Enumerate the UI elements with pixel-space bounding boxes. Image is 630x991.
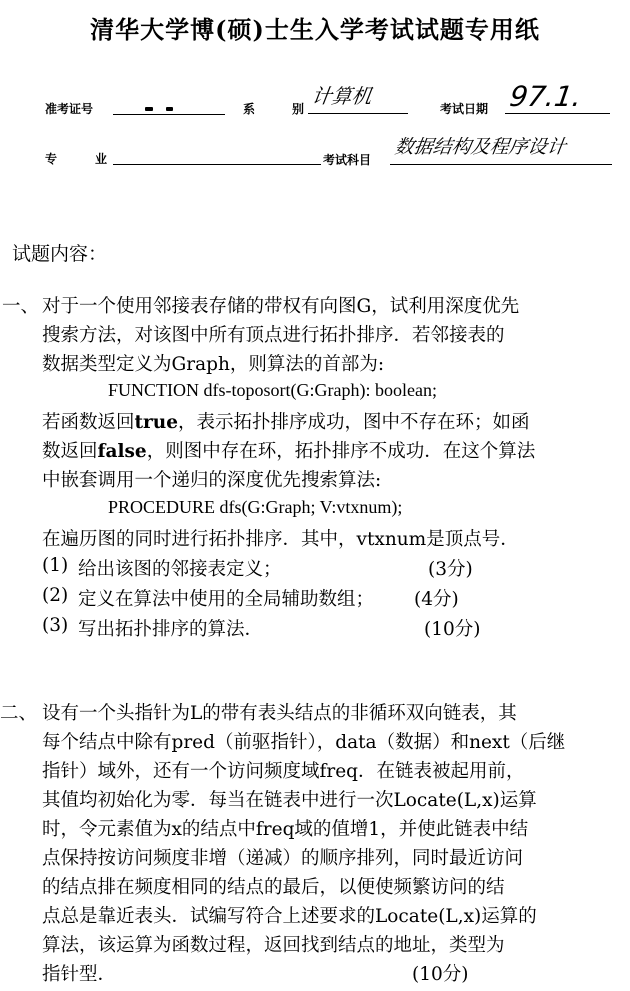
function-header: FUNCTION dfs-toposort(G:Graph): boolean; <box>108 380 437 400</box>
question-2-line: 设有一个头指针为L的带有表头结点的非循环双向链表，其 <box>42 703 517 724</box>
exam-number-line <box>113 114 225 115</box>
question-2-line: 点保持按访问频度非增（递减）的顺序排列，同时最近访问 <box>42 848 524 869</box>
department-value: 计算机 <box>310 84 374 108</box>
question-1-number: 一、 <box>2 296 40 317</box>
sub-question-score: (4分) <box>414 589 459 610</box>
sub-question-text: 写出拓扑排序的算法． <box>78 619 264 640</box>
major-label: 专 <box>45 152 58 166</box>
question-1-line: 在遍历图的同时进行拓扑排序．其中，vtxnum是顶点号． <box>42 529 519 550</box>
question-1-line: 数返回false，则图中存在环，拓扑排序不成功．在这个算法 <box>42 441 536 462</box>
exam-subject-label: 考试科目 <box>323 153 372 167</box>
question-2-line: 指针）域外，还有一个访问频度域freq．在链表被起用前， <box>42 761 525 782</box>
exam-date-line <box>505 113 610 114</box>
exam-subject-value: 数据结构及程序设计 <box>393 136 568 158</box>
sub-question-score: (10分) <box>424 619 481 640</box>
question-1-line: 搜索方法，对该图中所有顶点进行拓扑排序．若邻接表的 <box>42 325 505 346</box>
question-2-line: 的结点排在频度相同的结点的最后，以便使频繁访问的结 <box>42 877 505 898</box>
exam-subject-line <box>390 164 612 165</box>
question-2-line: 每个结点中除有pred（前驱指针），data（数据）和next（后继 <box>42 732 566 753</box>
question-1-line: 对于一个使用邻接表存储的带权有向图G，试利用深度优先 <box>42 296 520 317</box>
question-2-line: 其值均初始化为零．每当在链表中进行一次Locate(L,x)运算 <box>42 790 537 811</box>
redacted-mark <box>145 107 153 111</box>
question-2-line: 时，令元素值为x的结点中freq域的值增1，并使此链表中结 <box>42 819 529 840</box>
redacted-mark <box>166 107 173 111</box>
question-2-score: (10分) <box>412 964 469 985</box>
department-line <box>308 113 408 114</box>
page-title: 清华大学博(硕)士生入学考试试题专用纸 <box>90 15 540 44</box>
sub-question-number: (3) <box>42 615 69 636</box>
content-heading: 试题内容： <box>12 243 108 265</box>
question-1-line: 中嵌套调用一个递归的深度优先搜索算法: <box>42 470 382 491</box>
question-2-line: 指针型． <box>42 964 117 985</box>
department-label: 系 <box>243 102 256 116</box>
question-2-number: 二、 <box>0 703 38 724</box>
sub-question-number: (1) <box>42 555 69 576</box>
question-2-line: 算法，该运算为函数过程，返回找到结点的地址，类型为 <box>42 935 505 956</box>
sub-question-number: (2) <box>42 585 69 606</box>
major-label-2: 业 <box>95 152 108 166</box>
question-1-line: 若函数返回true，表示拓扑排序成功，图中不存在环；如函 <box>42 412 530 433</box>
major-line <box>113 164 321 165</box>
keyword-false: false <box>97 441 147 462</box>
question-2-line: 点总是靠近表头．试编写符合上述要求的Locate(L,x)运算的 <box>42 906 537 927</box>
department-label-2: 别 <box>292 102 305 116</box>
exam-number-label: 准考证号 <box>45 102 94 116</box>
exam-date-label: 考试日期 <box>440 102 489 116</box>
exam-date-value: 97.1. <box>507 80 584 113</box>
sub-question-text: 给出该图的邻接表定义； <box>78 559 282 580</box>
keyword-true: true <box>134 412 179 433</box>
question-1-line: 数据类型定义为Graph，则算法的首部为: <box>42 354 385 375</box>
procedure-header: PROCEDURE dfs(G:Graph; V:vtxnum); <box>108 497 403 517</box>
sub-question-text: 定义在算法中使用的全局辅助数组； <box>78 589 375 610</box>
sub-question-score: (3分) <box>428 559 473 580</box>
